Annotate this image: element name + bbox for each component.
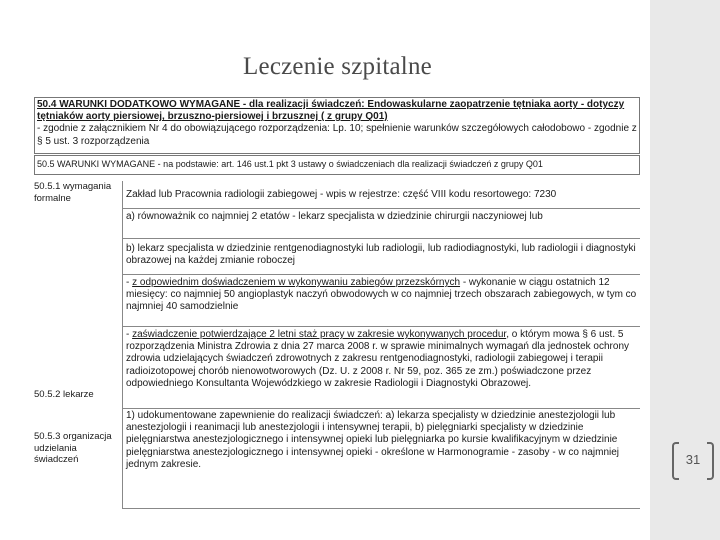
row-label-organization: 50.5.3 organizacja udzielania świadczeń xyxy=(34,431,112,466)
row-doctors-b: b) lekarz specjalista w dziedzinie rentgenodiagnostyki lub radiologii, lub radiodiagnostyki, lub radiologii i diagnostyki obrazowej na każdej zmianie roboczej xyxy=(122,239,640,275)
section-50-4 xyxy=(34,97,640,154)
section-50-4-heading: 50.4 WARUNKI DODATKOWO WYMAGANE - dla realizacji świadczeń: Endowaskularne zaopatrzenie tętniaka aorty - dotyczy tętniaków aorty piersiowej, brzuszno-piersiowej i brzusznej ( z grupy Q01) xyxy=(37,99,625,123)
section-50-4-text: - zgodnie z załącznikiem Nr 4 do obowiązującego rozporządzenia: Lp. 10; spełnienie warunków szczegółowych całodobowo - zgodnie z § 5 ust. 3 rozporządzenia xyxy=(37,123,637,147)
doctors-c-text: - wykonanie w ciągu ostatnich 12 miesięcy: co najmniej 50 angioplastyk naczyń obwodowych w co najmniej trzech obszarach zabiegowych, w tym co najmniej 40 samodzielnie xyxy=(126,277,637,313)
page-number: 31 xyxy=(685,452,701,467)
row-formal-text: Zakład lub Pracownia radiologii zabiegowej - wpis w rejestrze: część VIII kodu resortowego: 7230 xyxy=(122,181,640,209)
right-bracket-icon xyxy=(707,442,714,480)
doctors-d-text: , o którym mowa § 6 ust. 5 rozporządzenia Ministra Zdrowia z dnia 27 marca 2008 r. w sprawie minimalnych wymagań dla jednostek ochrony zdrowia udzielających świadczeń zdrowotnych z zakresu rentgenodiagnostyki, radiologii zabiegowej i terapii radioizotopowej chorób nienowotworowych (Dz. U. z 2008 r. Nr 59, poz. 365 ze zm.) poświadczone przez odpowiedniego Konsultanta Wojewódzkiego w zakresie Radiologii i Diagnostyki Obrazowej. xyxy=(126,329,630,389)
slide-title: Leczenie szpitalne xyxy=(243,53,432,80)
row-doctors-c: - z odpowiednim doświadczeniem w wykonywaniu zabiegów przezskórnych - wykonanie w ciągu ostatnich 12 miesięcy: co najmniej 50 angioplastyk naczyń obwodowych w co najmniej trzech obszarach zabiegowych, w tym co najmniej 40 samodzielnie xyxy=(122,275,640,327)
row-doctors-d: - zaświadczenie potwierdzające 2 letni staż pracy w zakresie wykonywanych procedur, o którym mowa § 6 ust. 5 rozporządzenia Ministra Zdrowia z dnia 27 marca 2008 r. w sprawie minimalnych wymagań dla jednostek ochrony zdrowia udzielających świadczeń zdrowotnych z zakresu rentgenodiagnostyki, radiologii zabiegowej i terapii radioizotopowej chorób nienowotworowych (Dz. U. z 2008 r. Nr 59, poz. 365 ze zm.) poświadczone przez odpowiedniego Konsultanta Wojewódzkiego w zakresie Radiologii i Diagnostyki Obrazowej. xyxy=(122,327,640,409)
section-50-5-heading: 50.5 WARUNKI WYMAGANE - na podstawie: art. 146 ust.1 pkt 3 ustawy o świadczeniach dla realizacji świadczeń z grupy Q01 xyxy=(34,155,640,175)
row-doctors-a: a) równoważnik co najmniej 2 etatów - lekarz specjalista w dziedzinie chirurgii naczyniowej lub xyxy=(122,209,640,239)
row-organization-text: 1) udokumentowane zapewnienie do realizacji świadczeń: a) lekarza specjalisty w dziedzinie anestezjologii lub anestezjologii i reanimacji lub anestezjologii i intensywnej terapii, b) pielęgniarki specjalisty w dziedzinie pielęgniarstwa anestezjologicznego i intensywnej opieki lub pielęgniarka po kursie kwalifikacyjnym w dziedzinie pielęgniarstwa anestezjologicznego i intensywnej opieki - określone w Harmonogramie - zasoby - w co najmniej jednym zakresie. xyxy=(122,409,640,509)
row-label-doctors: 50.5.2 lekarze xyxy=(34,389,94,400)
left-bracket-icon xyxy=(672,442,679,480)
requirements-document xyxy=(34,97,640,540)
row-label-formal: 50.5.1 wymagania formalne xyxy=(34,181,112,204)
page-number-badge xyxy=(668,440,718,480)
doctors-c-link: z odpowiednim doświadczeniem w wykonywaniu zabiegów przezskórnych xyxy=(132,277,461,288)
doctors-d-link: zaświadczenie potwierdzające 2 letni staż pracy w zakresie wykonywanych procedur xyxy=(132,329,507,340)
